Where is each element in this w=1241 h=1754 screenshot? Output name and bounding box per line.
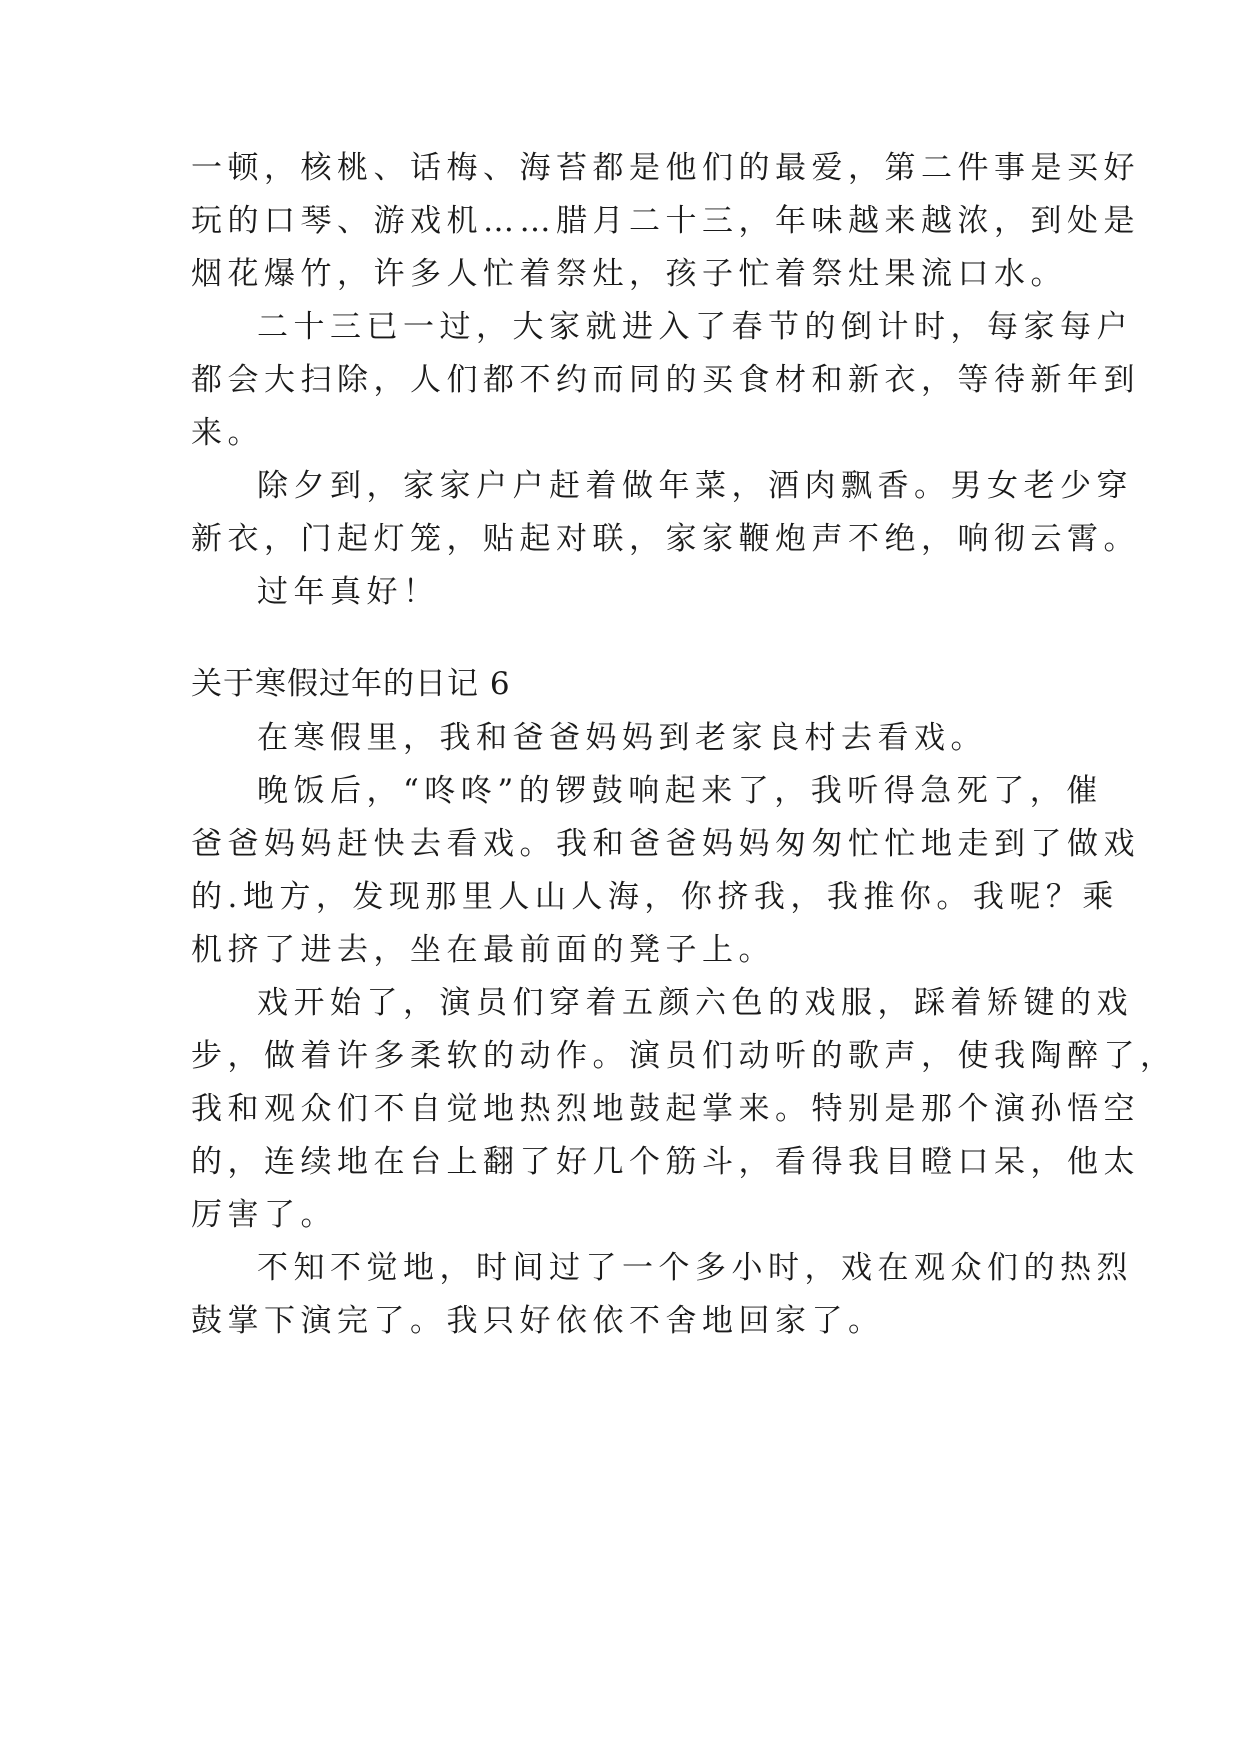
text-line: 戏开始了，演员们穿着五颜六色的戏服，踩着矫键的戏 xyxy=(257,985,1133,1021)
text-line: 在寒假里，我和爸爸妈妈到老家良村去看戏。 xyxy=(257,720,987,756)
section-title: 关于寒假过年的日记 6 xyxy=(191,666,511,702)
text-line: 晚饭后，“咚咚”的锣鼓响起来了，我听得急死了，催 xyxy=(257,773,1103,809)
text-line: 爸爸妈妈赶快去看戏。我和爸爸妈妈匆匆忙忙地走到了做戏 xyxy=(191,826,1140,862)
text-line: 玩的口琴、游戏机……腊月二十三，年味越来越浓，到处是 xyxy=(191,203,1140,239)
text-line: 厉害了。 xyxy=(191,1197,337,1233)
text-line: 一顿，核桃、话梅、海苔都是他们的最爱，第二件事是买好 xyxy=(191,150,1140,186)
text-line: 机挤了进去，坐在最前面的凳子上。 xyxy=(191,932,775,968)
text-line: 来。 xyxy=(191,415,264,451)
text-line: 步，做着许多柔软的动作。演员们动听的歌声，使我陶醉了， xyxy=(191,1038,1177,1074)
text-line: 除夕到，家家户户赶着做年菜，酒肉飘香。男女老少穿 xyxy=(257,468,1133,504)
text-line: 烟花爆竹，许多人忙着祭灶，孩子忙着祭灶果流口水。 xyxy=(191,256,1067,292)
text-line: 的，连续地在台上翻了好几个筋斗，看得我目瞪口呆，他太 xyxy=(191,1144,1140,1180)
text-line: 不知不觉地，时间过了一个多小时，戏在观众们的热烈 xyxy=(257,1250,1133,1286)
text-line: 我和观众们不自觉地热烈地鼓起掌来。特别是那个演孙悟空 xyxy=(191,1091,1140,1127)
text-line: 鼓掌下演完了。我只好依依不舍地回家了。 xyxy=(191,1303,885,1339)
text-line: 新衣，门起灯笼，贴起对联，家家鞭炮声不绝，响彻云霄。 xyxy=(191,521,1140,557)
text-line: 的.地方，发现那里人山人海，你挤我，我推你。我呢？乘 xyxy=(191,879,1119,915)
text-line: 二十三已一过，大家就进入了春节的倒计时，每家每户 xyxy=(257,309,1133,345)
text-line: 都会大扫除，人们都不约而同的买食材和新衣，等待新年到 xyxy=(191,362,1140,398)
text-line: 过年真好！ xyxy=(257,574,440,610)
